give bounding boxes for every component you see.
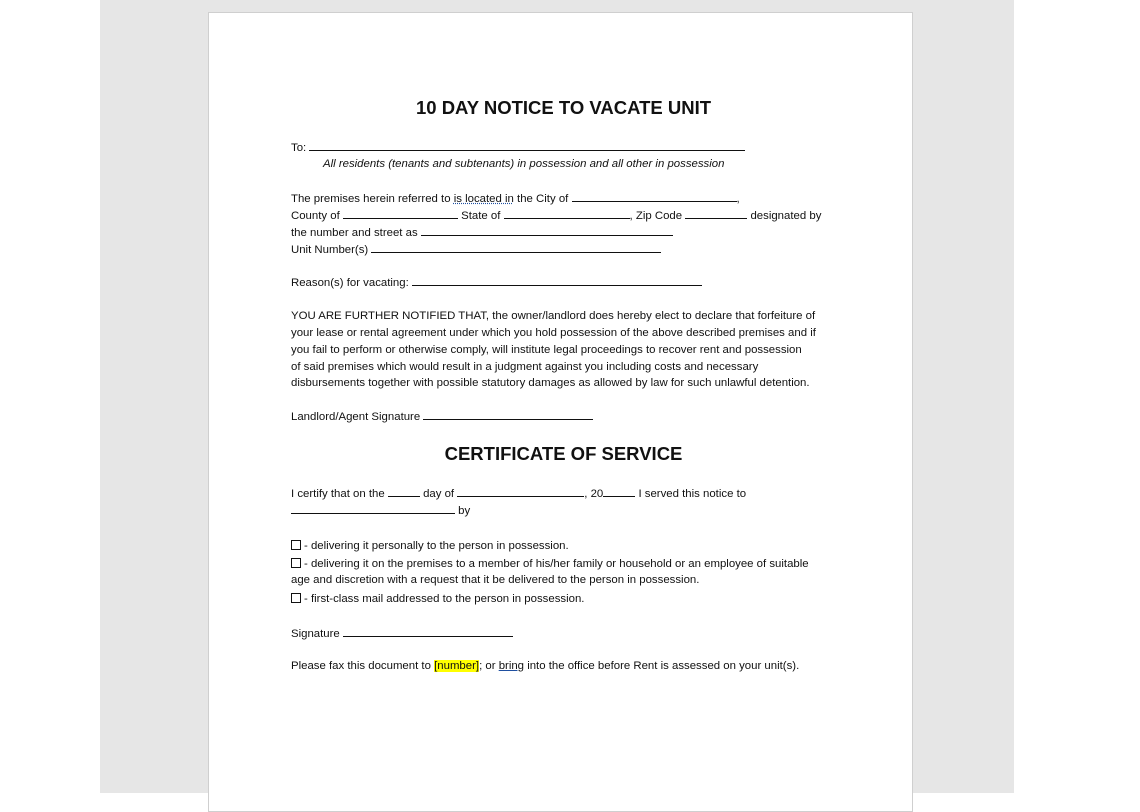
fax-instruction: Please fax this document to [number]; or bring into the office before Rent is assessed on your unit(s).: [291, 660, 800, 672]
street-blank: [421, 224, 673, 236]
signature-blank: [343, 625, 513, 637]
service-option-premises-cont: age and discretion with a request that it be delivered to the person in possession.: [291, 574, 700, 586]
certificate-title: CERTIFICATE OF SERVICE: [444, 443, 683, 464]
month-blank: [457, 485, 584, 497]
notice-paragraph-line: of said premises which would result in a judgment against you including costs and necessary: [291, 361, 759, 373]
unit-blank: [371, 241, 661, 253]
to-line: [291, 139, 745, 157]
reason-blank: [412, 274, 702, 286]
service-option-personal: - delivering it personally to the person in possession.: [291, 538, 569, 555]
state-blank: [504, 207, 630, 219]
notice-paragraph-line: disbursements together with possible statutory damages as allowed by law for such unlawful detention.: [291, 377, 810, 389]
service-option-premises: - delivering it on the premises to a member of his/her family or household or an employee of suitable: [291, 556, 809, 573]
premises-line: The premises herein referred to is located in the City of ,: [291, 190, 740, 208]
checkbox[interactable]: [291, 540, 301, 550]
to-note: All residents (tenants and subtenants) in possession and all other in possession: [323, 158, 725, 170]
city-blank: [572, 190, 737, 202]
to-blank: [309, 139, 745, 151]
notice-paragraph-line: YOU ARE FURTHER NOTIFIED THAT, the owner/landlord does hereby elect to declare that forfeiture of: [291, 310, 816, 322]
fax-number-placeholder[interactable]: [number]: [434, 660, 480, 672]
year-blank: [603, 485, 635, 497]
grammar-flag-bring[interactable]: bring: [498, 660, 525, 672]
landlord-signature-blank: [423, 408, 593, 420]
day-blank: [388, 485, 420, 497]
served-to-line: by: [291, 502, 470, 520]
checkbox[interactable]: [291, 593, 301, 603]
unit-line: Unit Number(s): [291, 241, 661, 259]
street-line: the number and street as: [291, 224, 673, 242]
served-to-blank: [291, 502, 455, 514]
notice-title: 10 DAY NOTICE TO VACATE UNIT: [415, 97, 712, 118]
checkbox[interactable]: [291, 558, 301, 568]
notice-paragraph-line: your lease or rental agreement under which you hold possession of the above described premises and if: [291, 327, 816, 339]
document-page: [208, 12, 913, 812]
landlord-signature-line: Landlord/Agent Signature: [291, 408, 593, 426]
zip-blank: [685, 207, 747, 219]
county-blank: [343, 207, 458, 219]
grammar-flag-is-located-in[interactable]: is located in: [453, 193, 514, 205]
reason-line: Reason(s) for vacating:: [291, 274, 702, 292]
county-line: County of State of , Zip Code designated by: [291, 207, 821, 225]
to-label: To:: [291, 142, 307, 154]
notice-paragraph-line: you fail to perform or otherwise comply, will institute legal proceedings to recover rent and possession: [291, 344, 802, 356]
signature-line: Signature: [291, 625, 513, 643]
service-option-mail: - first-class mail addressed to the person in possession.: [291, 591, 584, 608]
certify-line: I certify that on the day of , 20 I served this notice to: [291, 485, 746, 503]
